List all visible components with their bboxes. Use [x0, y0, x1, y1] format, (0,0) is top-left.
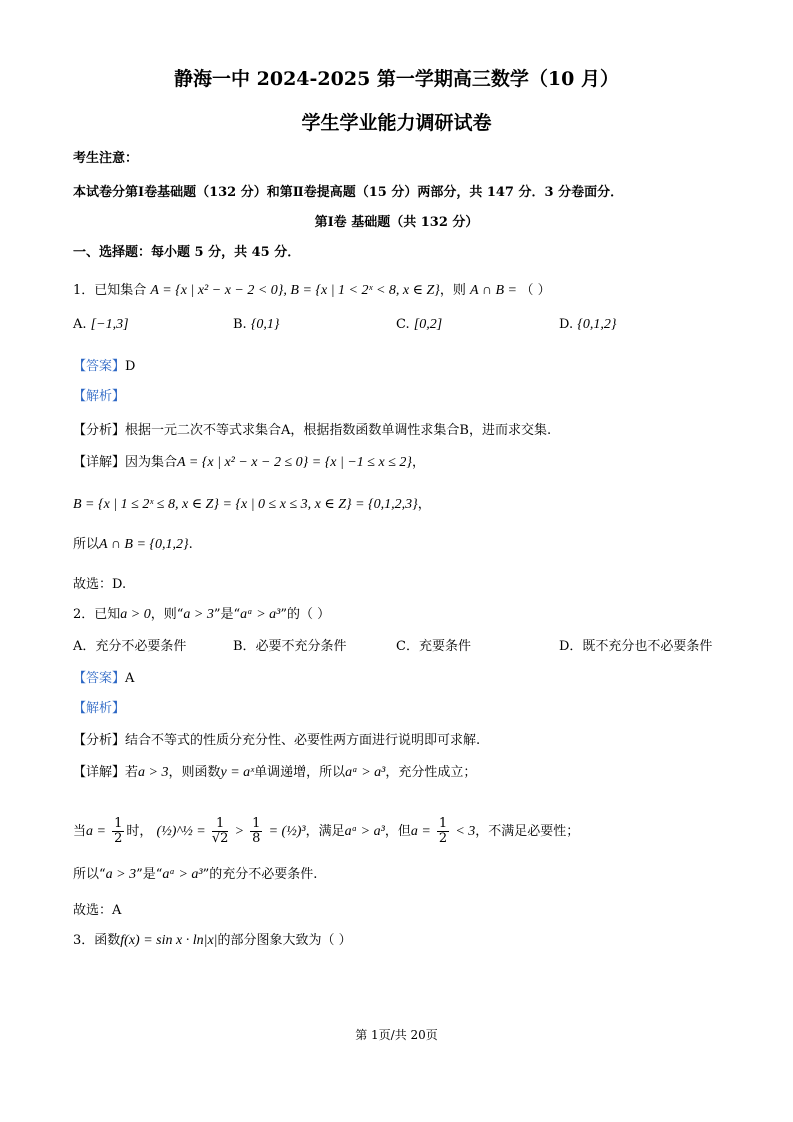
q2-detail-2: 当a = $\frac{1}{2}$ 时， (½)^½ = $\frac{1}{√2}$ > $\frac{1}{8}$ = (½)³，满足aᵃ > a³，但a = $\frac{1}{2}$ < 3，不满足必要性；	[73, 816, 580, 846]
q2-option-b: B．必要不充分条件	[233, 639, 347, 654]
notice-text: 本试卷分第Ⅰ卷基础题（132 分）和第Ⅱ卷提高题（15 分）两部分，共 147 分．3 分卷面分．	[73, 185, 624, 200]
q1-fenxi: 【分析】根据一元二次不等式求集合A，根据指数函数单调性求集合B，进而求交集.	[73, 423, 552, 438]
q2-option-a: A．充分不必要条件	[73, 639, 187, 654]
q1-answer: 【答案】D	[73, 359, 136, 374]
q2-detail-3: 所以“a > 3”是“aᵃ > a³”的充分不必要条件.	[73, 867, 318, 882]
question-2-stem: 2．已知a > 0，则“a > 3”是“aᵃ > a³”的（ ）	[73, 607, 331, 622]
notice-label: 考生注意：	[73, 151, 139, 166]
q2-detail-1: 【详解】若a > 3，则函数y = aˣ单调递增，所以aᵃ > a³，充分性成立；	[73, 765, 477, 780]
q2-answer: 【答案】A	[73, 671, 135, 686]
q2-option-c: C．充要条件	[396, 639, 471, 654]
fraction-half-2: $\frac{1}{2}$	[438, 816, 448, 846]
question-1-stem: 1．已知集合 A = {x | x² − x − 2 < 0}, B = {x | 1 < 2ˣ < 8, x ∈ Z}，则 A ∩ B = （ ）	[73, 283, 551, 298]
doc-subtitle: 学生学业能力调研试卷	[301, 112, 492, 134]
fraction-half: $\frac{1}{2}$	[114, 816, 123, 846]
q1-analysis-tag: 【解析】	[73, 389, 126, 404]
part-title: 第Ⅰ卷 基础题（共 132 分）	[314, 215, 479, 230]
q2-analysis-tag: 【解析】	[73, 701, 126, 716]
q2-fenxi: 【分析】结合不等式的性质分充分性、必要性两方面进行说明即可求解.	[73, 733, 481, 748]
q1-option-b: B. {0,1}	[233, 317, 280, 332]
question-3-stem: 3．函数f(x) = sin x · ln|x|的部分图象大致为（ ）	[73, 933, 352, 948]
page-footer: 第 1页/共 20页	[355, 1028, 438, 1042]
q1-option-d: D. {0,1,2}	[559, 317, 617, 332]
q1-option-c: C. [0,2]	[396, 317, 443, 332]
q1-choose: 故选：D.	[73, 577, 127, 592]
q1-detail-3: 所以A ∩ B = {0,1,2}.	[73, 537, 193, 552]
fraction-one-over-sqrt2: $\frac{1}{√2}$	[211, 816, 229, 846]
q2-choose: 故选：A	[73, 903, 122, 918]
q1-detail-1: 【详解】因为集合A = {x | x² − x − 2 ≤ 0} = {x | −1 ≤ x ≤ 2}，	[73, 455, 425, 470]
doc-title: 静海一中 2024-2025 第一学期高三数学（10 月）	[174, 68, 619, 90]
question-1-sets: A = {x | x² − x − 2 < 0}, B = {x | 1 < 2ˣ < 8, x ∈ Z}	[150, 283, 440, 298]
q1-detail-2: B = {x | 1 ≤ 2ˣ ≤ 8, x ∈ Z} = {x | 0 ≤ x ≤ 3, x ∈ Z} = {0,1,2,3}，	[73, 497, 431, 512]
q1-option-a: A. [−1,3]	[73, 317, 129, 332]
fraction-one-eighth: $\frac{1}{8}$	[252, 816, 261, 846]
section-title: 一、选择题：每小题 5 分，共 45 分．	[73, 245, 301, 260]
q2-option-d: D．既不充分也不必要条件	[559, 639, 713, 654]
